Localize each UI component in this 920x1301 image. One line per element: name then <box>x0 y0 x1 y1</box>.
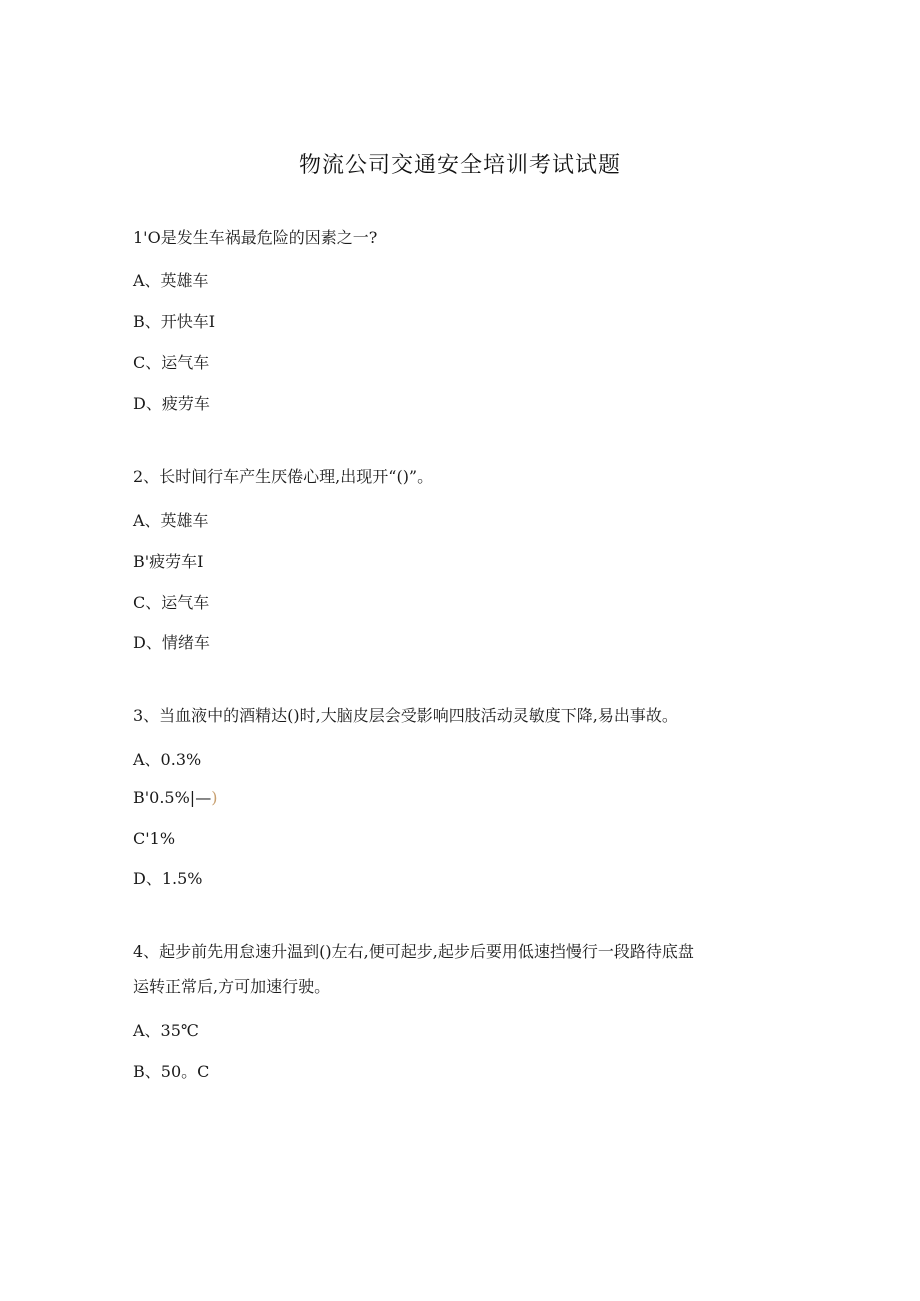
question-2-option-a: A、英雄车 <box>133 511 209 530</box>
question-2-option-b: B'疲劳车I <box>133 552 204 571</box>
question-1-option-d: D、疲劳车 <box>133 394 210 413</box>
question-4-text-line-1: 4、起步前先用怠速升温到()左右,便可起步,起步后要用低速挡慢行一段路待底盘 <box>133 942 694 961</box>
question-3-text: 3、当血液中的酒精达()时,大脑皮层会受影响四肢活动灵敏度下降,易出事故。 <box>133 706 678 725</box>
scan-mark: ) <box>211 788 218 807</box>
question-3-option-b <box>133 788 217 807</box>
question-4-text-line-2: 运转正常后,方可加速行驶。 <box>133 977 331 996</box>
page-title: 物流公司交通安全培训考试试题 <box>298 153 621 178</box>
question-3-option-d: D、1.5% <box>133 869 203 888</box>
question-3-option-b-text: B'0.5%|— <box>133 788 212 807</box>
question-1-option-b: B、开快车I <box>133 312 216 331</box>
question-1-text: 1'O是发生车祸最危险的因素之一? <box>133 228 378 247</box>
question-2-text: 2、长时间行车产生厌倦心理,出现开“()”。 <box>133 467 434 486</box>
question-4-option-a: A、35℃ <box>133 1021 199 1040</box>
question-3-option-c: C'1% <box>133 829 176 848</box>
question-1-option-a: A、英雄车 <box>133 271 209 290</box>
question-1-option-c: C、运气车 <box>133 353 210 372</box>
question-3-option-a: A、0.3% <box>133 750 202 769</box>
question-2-option-d: D、情绪车 <box>133 633 210 652</box>
question-2-option-c: C、运气车 <box>133 593 210 612</box>
question-4-option-b: B、50。C <box>133 1062 210 1081</box>
